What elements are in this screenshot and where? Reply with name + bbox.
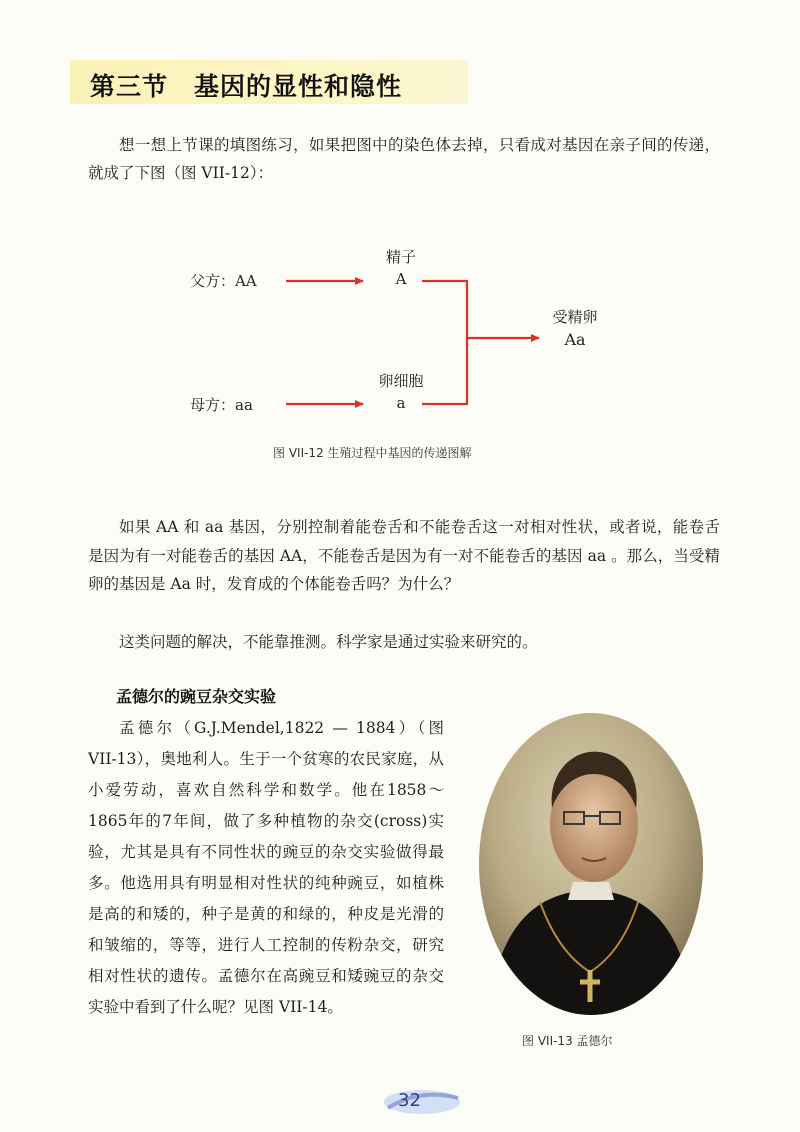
- page-number: 32: [398, 1090, 421, 1111]
- mother-label: 母方：aa: [190, 396, 253, 414]
- zygote-gene: Aa: [564, 330, 586, 349]
- section-title: 第三节 基因的显性和隐性: [90, 72, 403, 101]
- father-label: 父方：AA: [190, 272, 257, 290]
- sperm-gene: A: [395, 270, 407, 288]
- experiment-paragraph: 这类问题的解决，不能靠推测。科学家是通过实验来研究的。: [119, 633, 538, 651]
- mendel-portrait: [478, 712, 704, 1016]
- mendel-paragraph: 孟德尔（G.J.Mendel,1822 — 1884）（图 VII-13），奥地利人。生于一个贫寒的农民家庭，从小爱劳动，喜欢自然科学和数学。他在1858～1865年的7年间，做了多种植物的杂交(cross)实验，尤其是具有不同性状的豌豆的杂交实验做得最多。他选用具有明显相对性状的纯种豌豆，如植株是高的和矮的，种子是黄的和绿的，种皮是光滑的和皱缩的，等等，进行人工控制的传粉杂交，研究相对性状的遗传。孟德尔在高豌豆和矮豌豆的杂交实验中看到了什么呢？见图 VII-14。: [88, 719, 444, 1016]
- section-title-banner: [70, 60, 468, 104]
- question-paragraph: 如果 AA 和 aa 基因，分别控制着能卷舌和不能卷舌这一对相对性状，或者说，能卷舌是因为有一对能卷舌的基因 AA，不能卷舌是因为有一对不能卷舌的基因 aa 。那么，当受精卵的基因是 Aa 时，发育成的个体能卷舌吗？为什么？: [88, 518, 720, 593]
- egg-gene: a: [396, 394, 406, 412]
- figure-caption-vii-13: 图 VII-13 孟德尔: [522, 1034, 613, 1048]
- egg-title: 卵细胞: [378, 372, 424, 390]
- mendel-heading: 孟德尔的豌豆杂交实验: [116, 687, 277, 706]
- figure-caption-vii-12: 图 VII-12 生殖过程中基因的传递图解: [273, 446, 472, 460]
- gene-transmission-diagram: [180, 236, 640, 426]
- zygote-title: 受精卵: [552, 308, 598, 326]
- intro-paragraph: 想一想上节课的填图练习，如果把图中的染色体去掉，只看成对基因在亲子间的传递，就成了下图（图 VII-12）：: [88, 136, 720, 182]
- sperm-title: 精子: [385, 248, 416, 266]
